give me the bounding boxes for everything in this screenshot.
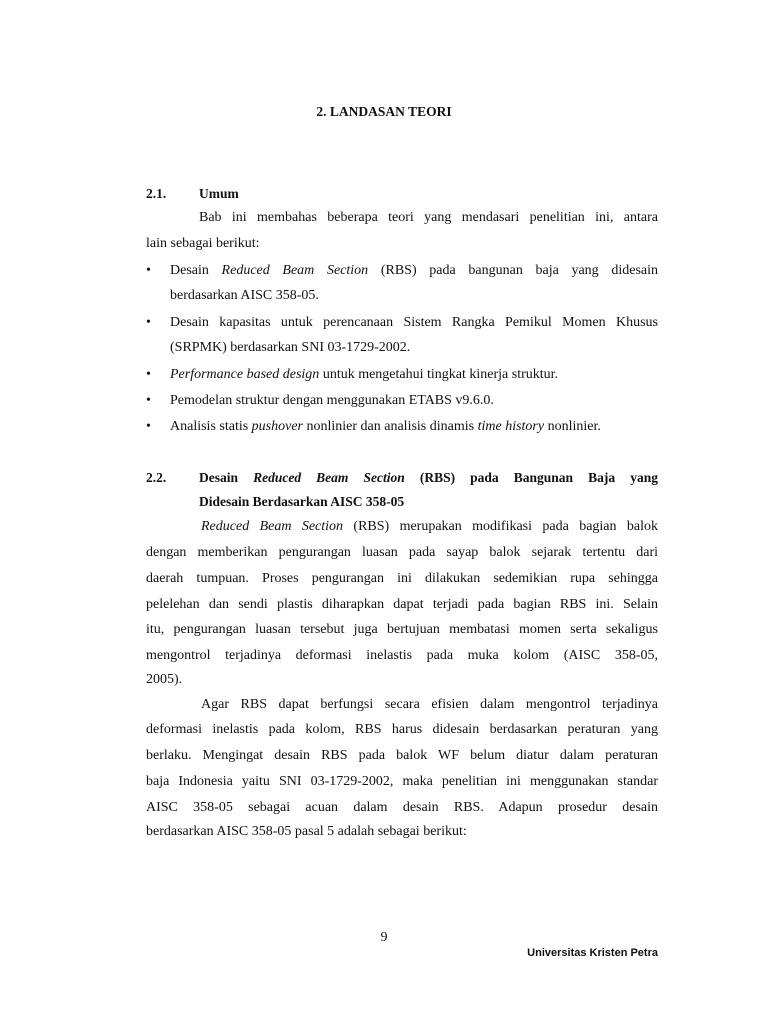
list-item-text: untuk mengetahui tingkat kinerja struktur. [319, 367, 559, 382]
section-2-1-heading [0, 186, 768, 206]
paragraph-line: Agar RBS dapat berfungsi secara efisien dalam mengontrol terjadinya [201, 697, 658, 712]
paragraph-line: AISC 358-05 sebagai acuan dalam desain RBS. Adapun prosedur desain [146, 800, 658, 815]
paragraph-line: lain sebagai berikut: [146, 236, 260, 251]
list-item-text: Analisis statis [170, 419, 252, 434]
bullet-icon: • [146, 393, 151, 408]
list-item-italic: Performance based design [170, 367, 320, 382]
heading-italic: Reduced Beam Section [253, 470, 405, 485]
chapter-title: 2. LANDASAN TEORI [316, 104, 452, 119]
list-item-text: nonlinier dan analisis dinamis [303, 419, 478, 434]
bullet-icon: • [146, 419, 151, 434]
list-item [170, 367, 658, 383]
paragraph-line: Bab ini membahas beberapa teori yang mendasari penelitian ini, antara [199, 210, 658, 225]
heading-text: Desain [199, 470, 254, 485]
list-item-text: (RBS) pada bangunan baja yang didesain [368, 263, 659, 278]
paragraph-line: berlaku. Mengingat desain RBS pada balok WF belum diatur dalam peraturan [146, 748, 658, 763]
bullet-icon: • [146, 367, 151, 382]
section-title: Umum [199, 186, 239, 201]
list-item-italic: Reduced Beam Section [221, 263, 369, 278]
section-title [199, 470, 658, 486]
paragraph-line: deformasi inelastis pada kolom, RBS harus didesain berdasarkan peraturan yang [146, 722, 658, 737]
section-number: 2.1. [146, 186, 167, 201]
list-item: Pemodelan struktur dengan menggunakan ETABS v9.6.0. [170, 393, 494, 408]
section-2-2-heading [0, 470, 768, 490]
paragraph-line: dengan memberikan pengurangan luasan pada sayap balok sejarak tertentu dari [146, 545, 658, 560]
paragraph-line: mengontrol terjadinya deformasi inelastis pada muka kolom (AISC 358-05, [146, 648, 658, 663]
list-item: Desain kapasitas untuk perencanaan Sistem Rangka Pemikul Momen Khusus [170, 315, 658, 330]
list-item-italic: pushover [251, 419, 303, 434]
paragraph-line: 2005). [146, 672, 183, 687]
list-item [170, 419, 658, 435]
heading-text: (RBS) pada Bangunan Baja yang [404, 470, 658, 485]
paragraph-line: daerah tumpuan. Proses pengurangan ini dilakukan sedemikian rupa sehingga [146, 571, 658, 586]
list-item-continuation: berdasarkan AISC 358-05. [170, 288, 319, 303]
section-title-continuation: Didesain Berdasarkan AISC 358-05 [199, 494, 405, 509]
list-item-text: Desain [170, 263, 222, 278]
paragraph-italic: Reduced Beam Section [201, 519, 344, 534]
paragraph-line: itu, pengurangan luasan tersebut juga bertujuan membatasi momen serta sekaligus [146, 622, 658, 637]
section-number: 2.2. [146, 470, 167, 485]
paragraph-line: baja Indonesia yaitu SNI 03-1729-2002, maka penelitian ini menggunakan standar [146, 774, 658, 789]
list-item [170, 263, 658, 279]
paragraph-line: pelelehan dan sendi plastis diharapkan dapat terjadi pada bagian RBS ini. Selain [146, 597, 658, 612]
bullet-icon: • [146, 263, 151, 278]
page-number: 9 [380, 930, 388, 945]
list-item-text: nonlinier. [544, 419, 601, 434]
bullet-icon: • [146, 315, 151, 330]
paragraph-line [201, 519, 658, 535]
paragraph-text: (RBS) merupakan modifikasi pada bagian balok [343, 519, 658, 534]
list-item-italic: time history [477, 419, 545, 434]
paragraph-line: berdasarkan AISC 358-05 pasal 5 adalah sebagai berikut: [146, 824, 467, 839]
footer-institution: Universitas Kristen Petra [527, 947, 658, 959]
list-item-continuation: (SRPMK) berdasarkan SNI 03-1729-2002. [170, 340, 411, 355]
